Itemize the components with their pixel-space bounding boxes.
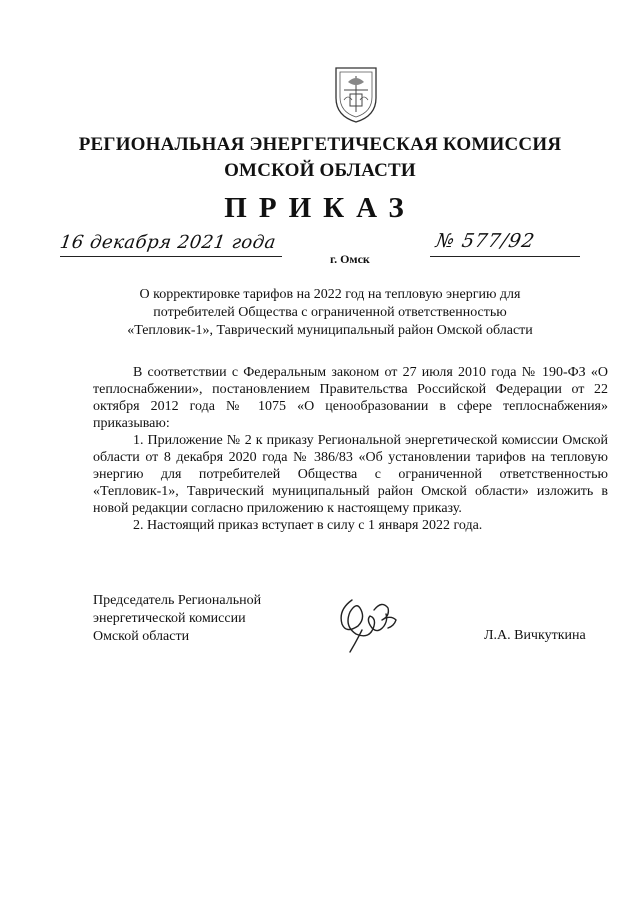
handwritten-order-number: № 577/92 <box>434 230 537 252</box>
order-item-2: 2. Настоящий приказ вступает в силу с 1 января 2022 года. <box>133 518 483 533</box>
coat-of-arms-icon <box>330 64 382 124</box>
order-body <box>93 364 608 534</box>
organization-name-line2: ОМСКОЙ ОБЛАСТИ <box>224 160 416 181</box>
document-type-title: ПРИКАЗ <box>224 192 416 224</box>
subject-line1: О корректировке тарифов на 2022 год на тепловую энергию для <box>139 287 521 302</box>
subject-line2: потребителей Общества с ограниченной ответственностью <box>153 305 507 320</box>
preamble-paragraph: В соответствии с Федеральным законом от 27 июля 2010 года № 190-ФЗ «О теплоснабжении», постановлением Правительства Российской Федерации от 22 октября 2012 года № 1075 «О ценообразовании в сфере теплоснабжения» приказываю: <box>93 365 608 431</box>
position-line3: Омской области <box>93 629 190 644</box>
order-item-1: 1. Приложение № 2 к приказу Региональной энергетической комиссии Омской области от 8 декабря 2020 года № 386/83 «Об установлении тарифов на тепловую энергию для потребителей Общества с ограниченной ответственностью «Тепловик-1», Таврический муниципальный район Омской области» изложить в новой редакции согласно приложению к настоящему приказу. <box>93 433 608 516</box>
date-underline <box>60 256 282 257</box>
signatory-position <box>93 592 261 646</box>
signer-name: Л.А. Вичкуткина <box>484 628 586 643</box>
position-line2: энергетической комиссии <box>93 611 246 626</box>
number-underline <box>430 256 580 257</box>
organization-name-line1: РЕГИОНАЛЬНАЯ ЭНЕРГЕТИЧЕСКАЯ КОМИССИЯ <box>78 134 562 155</box>
handwritten-date: 16 декабря 2021 года <box>58 232 278 253</box>
handwritten-signature-icon <box>330 590 410 656</box>
subject-line3: «Тепловик-1», Таврический муниципальный район Омской области <box>127 323 533 338</box>
position-line1: Председатель Региональной <box>93 593 262 608</box>
city-label: г. Омск <box>330 252 370 266</box>
